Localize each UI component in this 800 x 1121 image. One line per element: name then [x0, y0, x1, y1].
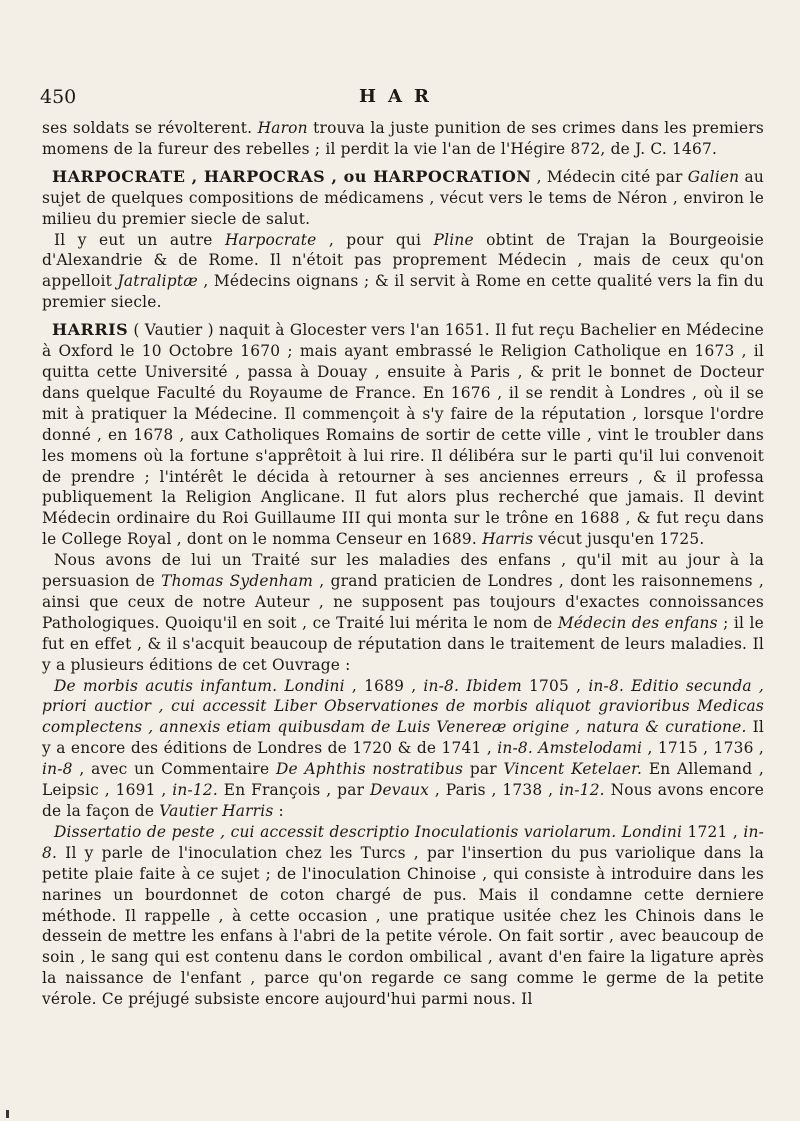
italic-text: Devaux: [369, 781, 430, 800]
italic-text: in-8.: [42, 822, 764, 862]
italic-text: Haron: [257, 119, 308, 137]
text-run: au sujet de quelques compositions de médicamens , vécut vers le tems de Néron , environ le milieu du premier siecle de salut.: [42, 167, 764, 228]
italic-text: in-12.: [172, 781, 218, 800]
paragraph-harris: [42, 320, 764, 550]
text-run: par: [463, 760, 504, 779]
paragraph-harpocrate-2: [42, 230, 764, 314]
italic-text: Thomas Sydenham: [161, 572, 314, 591]
italic-text: Vautier Harris: [159, 802, 274, 820]
text-run: Il y eut un autre: [54, 230, 225, 249]
text-run: , Médecin cité par: [531, 167, 688, 186]
paragraph-harris-4: [42, 822, 764, 1010]
entry-headword: HARPOCRATE , HARPOCRAS , ou HARPOCRATION: [52, 166, 532, 186]
paragraph-haron-end: [42, 118, 764, 160]
text-run: , grand praticien de Londres , dont les raisonnemens , ainsi que ceux de notre Auteur , ne supposent pas toujours d'exactes connoissances Pathologiques. Quoiqu'il en soit , ce Traité lui mérita le nom de: [42, 572, 764, 632]
paragraph-harris-3: [42, 676, 764, 822]
text-run: , 1715 , 1736 ,: [642, 739, 764, 758]
paragraph-harpocrate: [42, 167, 764, 230]
running-head-word: HAR: [359, 86, 441, 107]
italic-text: De morbis acutis infantum. Londini: [54, 676, 345, 695]
text-run: Nous avons encore de la façon de: [42, 781, 765, 820]
italic-text: Harpocrate: [224, 230, 317, 249]
italic-text: in-8: [42, 760, 73, 779]
italic-text: Jatraliptæ: [117, 272, 198, 291]
paragraph-harris-2: [42, 550, 764, 675]
running-header: [40, 86, 760, 110]
text-run: Il y a encore des éditions de Londres de 1720 & de 1741 ,: [42, 718, 764, 758]
text-run: obtint de Trajan la Bourgeoisie d'Alexandrie & de Rome. Il n'étoit pas proprement Médecin , mais de ceux qu'on appelloit: [42, 230, 764, 291]
text-run: , pour qui: [316, 230, 434, 249]
italic-text: De Aphthis nostratibus: [275, 760, 464, 779]
italic-text: Harris: [482, 530, 534, 549]
text-run: , Paris , 1738 ,: [429, 781, 560, 800]
italic-text: in-8. Amstelodami: [497, 739, 643, 758]
italic-text: Pline: [433, 230, 474, 249]
text-run: , 1689 ,: [344, 676, 424, 695]
italic-text: Médecin des enfans: [557, 613, 718, 632]
italic-text: Galien: [687, 167, 740, 186]
text-run: , avec un Commentaire: [72, 760, 276, 779]
text-run: En François , par: [217, 781, 370, 800]
page-body-text: [42, 118, 764, 1010]
text-run: , Médecins oignans ; & il servit à Rome en cette qualité vers la fin du premier siecle.: [42, 272, 764, 312]
text-run: ; il le fut en effet , & il s'acquit beaucoup de réputation dans le traitement de leurs maladies. Il y a plusieurs éditions de cet Ouvrage :: [42, 613, 764, 674]
page-number: 450: [40, 86, 77, 108]
italic-text: in-12.: [559, 781, 605, 800]
entry-headword: HARRIS: [52, 320, 129, 340]
italic-text: in-8. Editio secunda , priori auctior , cui accessit Liber Observationes de morbis aliquot gravioribus Medicas complectens , annexis etiam quibusdam de Luis Venereæ origine , natura & curatione.: [42, 676, 764, 737]
text-run: ses soldats se révolterent.: [42, 119, 258, 137]
text-run: Nous avons de lui un Traité sur les maladies des enfans , qu'il mit au jour à la persuasion de: [42, 551, 764, 591]
text-run: 1721 ,: [682, 822, 744, 841]
italic-text: Dissertatio de peste , cui accessit descriptio Inoculationis variolarum. Londini: [54, 822, 683, 841]
text-run: 1705 ,: [521, 676, 589, 695]
italic-text: Vincent Ketelaer.: [503, 760, 643, 779]
italic-text: in-8. Ibidem: [423, 676, 522, 695]
text-run: ( Vautier ) naquit à Glocester vers l'an 1651. Il fut reçu Bachelier en Médecine à Oxford le 10 Octobre 1670 ; mais ayant embrassé le Religion Catholique en 1673 , il quitta cette Université , passa à Douay , ensuite à Paris , & prit le bonnet de Docteur dans quelque Faculté du Royaume de France. En 1676 , il se rendit à Londres , où il se mit à pratiquer la Médecine. Il commençoit à s'y faire de la réputation , lorsque l'ordre donné , en 1678 , aux Catholiques Romains de sortir de cette ville , vint le troubler dans les momens où la fortune s'apprêtoit à lui rire. Il délibéra sur le parti qu'il lui convenoit de prendre ; l'intérêt le décida à retourner à ses anciennes erreurs , & il professa publiquement la Religion Anglicane. Il fut alors plus recherché que jamais. Il devint Médecin ordinaire du Roi Guillaume III qui monta sur le trône en 1688 , & fut reçu dans le College Royal , dont on le nomma Censeur en 1689.: [42, 321, 764, 549]
text-run: trouva la juste punition de ses crimes dans les premiers momens de la fureur des rebelles ; il perdit la vie l'an de l'Hégire 872, de J. C. 1467.: [42, 119, 764, 158]
text-run: :: [273, 802, 284, 820]
text-run: En Allemand , Leipsic , 1691 ,: [42, 760, 765, 800]
margin-mark: [6, 1110, 9, 1118]
text-run: Il y parle de l'inoculation chez les Turcs , par l'insertion du pus variolique dans la petite plaie faite à ce sujet ; de l'inoculation Chinoise , qui consiste à introduire dans les narines un bourdonnet de coton chargé de pus. Mais il condamne cette derniere méthode. Il rappelle , à cette occasion , une pratique usitée chez les Chinois dans le dessein de mettre les enfans à l'abri de la petite vérole. On fait sortir , avec beaucoup de soin , le sang qui est contenu dans le cordon ombilical , avant d'en faire la ligature après la naissance de l'enfant , parce qu'on regarde ce sang comme le germe de la petite vérole. Ce préjugé subsiste encore aujourd'hui parmi nous. Il: [42, 843, 764, 1009]
text-run: vécut jusqu'en 1725.: [533, 530, 705, 549]
